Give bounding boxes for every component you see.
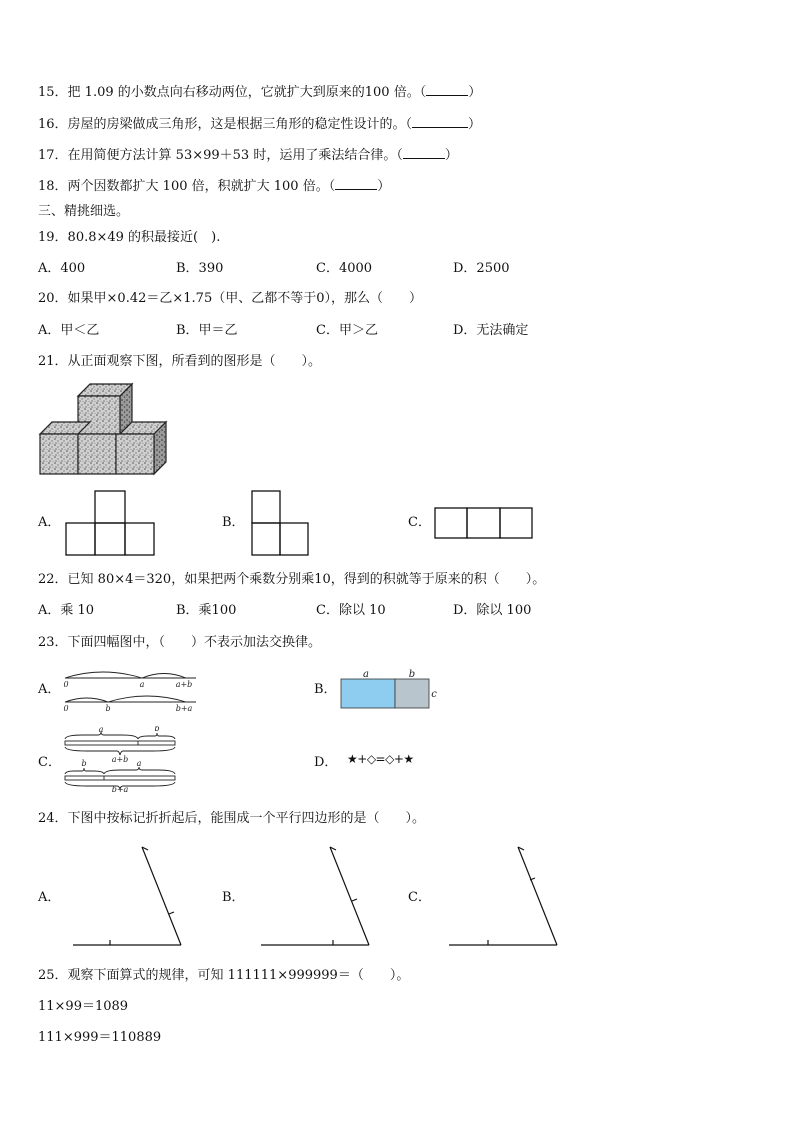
answer-blank[interactable] [403, 146, 445, 159]
svg-text:0: 0 [63, 704, 69, 713]
option-c[interactable]: C． [408, 890, 431, 905]
option-b[interactable]: B． [222, 515, 245, 530]
option-b-rectangle-figure [338, 668, 442, 712]
option-c-fold-figure [446, 844, 562, 950]
svg-text:b+a: b+a [175, 704, 193, 713]
question-20: 20．如果甲×0.42＝乙×1.75（甲、乙都不等于0），那么（ ） [38, 291, 422, 306]
option-c-figure [433, 506, 535, 540]
option-b[interactable]: B．390 [176, 261, 224, 276]
option-d[interactable]: D．除以 100 [453, 603, 532, 618]
question-16: 16．房屋的房梁做成三角形，这是根据三角形的稳定性设计的。（ ） [38, 117, 482, 132]
answer-blank[interactable] [335, 177, 377, 190]
svg-text:c: c [431, 689, 437, 700]
option-c[interactable]: C．除以 10 [316, 603, 386, 618]
question-21: 21．从正面观察下图，所看到的图形是（ ）。 [38, 354, 322, 369]
star-diamond-equation: ★+◇=◇+★ [347, 752, 414, 766]
option-c[interactable]: C．甲＞乙 [316, 323, 378, 338]
question-18: 18．两个因数都扩大 100 倍，积就扩大 100 倍。（ ） [38, 179, 391, 194]
question-22: 22．已知 80×4＝320，如果把两个乘数分别乘10，得到的积就等于原来的积（ ）。 [38, 572, 546, 587]
section-title-3: 三、精挑细选。 [38, 204, 130, 219]
svg-text:a+b: a+b [175, 680, 193, 689]
svg-text:a: a [139, 680, 145, 689]
option-b[interactable]: B． [314, 682, 337, 697]
option-a[interactable]: A． [38, 682, 61, 697]
rect-b [395, 679, 429, 708]
option-c-braces-figure [62, 726, 180, 792]
svg-text:0: 0 [63, 680, 69, 689]
option-b[interactable]: B．甲＝乙 [176, 323, 238, 338]
option-b-fold-figure [258, 844, 374, 950]
option-a[interactable]: A． [38, 890, 61, 905]
svg-text:a: a [363, 669, 369, 680]
option-d[interactable]: D．2500 [453, 261, 510, 276]
option-a-fold-figure [70, 844, 186, 950]
option-d[interactable]: D．无法确定 [453, 323, 529, 338]
svg-text:b: b [105, 704, 111, 713]
question-24: 24．下图中按标记折折起后，能围成一个平行四边形的是（ ）。 [38, 811, 426, 826]
option-b[interactable]: B．乘100 [176, 603, 237, 618]
question-23: 23．下面四幅图中，（ ）不表示加法交换律。 [38, 635, 322, 650]
option-b[interactable]: B． [222, 890, 245, 905]
option-c[interactable]: C． [38, 755, 61, 770]
pattern-line-1: 11×99＝1089 [38, 999, 129, 1014]
svg-text:b: b [154, 726, 160, 733]
svg-text:b+a: b+a [111, 785, 129, 792]
answer-blank[interactable] [426, 83, 468, 96]
question-25: 25．观察下面算式的规律，可知 111111×999999＝（ ）。 [38, 968, 410, 983]
answer-blank[interactable] [412, 115, 468, 128]
question-19: 19．80.8×49 的积最接近( ). [38, 230, 221, 245]
option-c[interactable]: C． [408, 515, 431, 530]
svg-text:a+b: a+b [111, 755, 129, 764]
option-a-figure [64, 489, 156, 557]
svg-text:b: b [81, 759, 87, 768]
option-a[interactable]: A．400 [38, 261, 86, 276]
svg-text:a: a [98, 726, 104, 734]
svg-text:a: a [136, 759, 142, 768]
option-a[interactable]: A．甲＜乙 [38, 323, 100, 338]
question-17: 17．在用简便方法计算 53×99＋53 时，运用了乘法结合律。（ ） [38, 148, 458, 163]
pattern-line-2: 111×999＝110889 [38, 1030, 162, 1045]
option-a[interactable]: A． [38, 515, 61, 530]
option-c[interactable]: C．4000 [316, 261, 373, 276]
option-b-figure [250, 489, 310, 557]
rect-a [341, 679, 395, 708]
svg-text:b: b [408, 669, 416, 680]
question-15: 15．把 1.09 的小数点向右移动两位，它就扩大到原来的100 倍。（ ） [38, 85, 482, 100]
option-a-number-line-figure [62, 664, 198, 714]
cube-stack-figure [36, 378, 172, 480]
option-d[interactable]: D． [314, 755, 338, 770]
option-a[interactable]: A．乘 10 [38, 603, 95, 618]
